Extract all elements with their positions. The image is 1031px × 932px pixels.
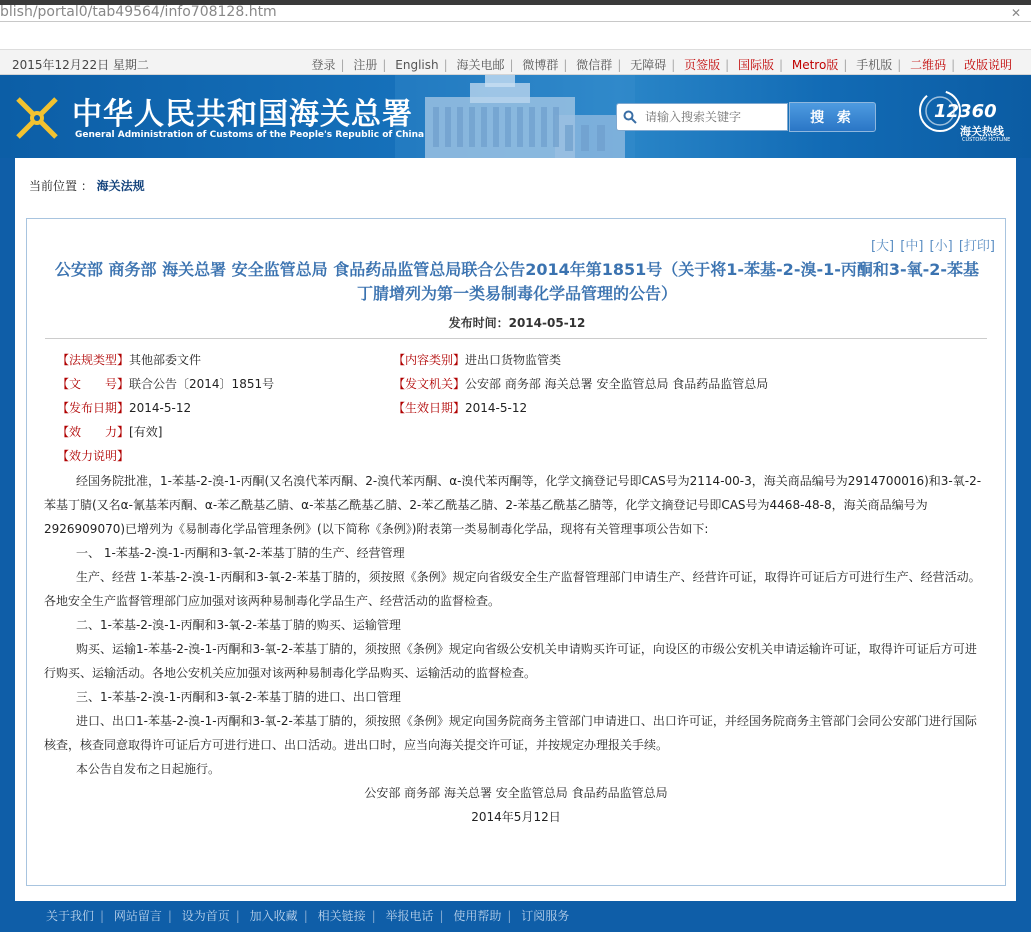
article-body <box>44 469 988 829</box>
meta-label: 【法规类型】 <box>57 353 130 367</box>
weibo-link[interactable]: 微博群 <box>522 58 559 72</box>
meta-regulation-type <box>57 351 201 368</box>
meta-value: 2014-5-12 <box>465 401 528 415</box>
login-link[interactable]: 登录 <box>311 58 336 72</box>
footer-subscribe-link[interactable]: 订阅服务 <box>521 909 570 923</box>
font-medium-button[interactable]: [中] <box>900 239 924 254</box>
browser-address-bar[interactable] <box>0 0 1031 22</box>
section-heading: 二、1-苯基-2-溴-1-丙酮和3-氧-2-苯基丁腈的购买、运输管理 <box>76 618 401 632</box>
meta-value: 联合公告〔2014〕1851号 <box>129 377 275 391</box>
section-heading: 一、 1-苯基-2-溴-1-丙酮和3-氧-2-苯基丁腈的生产、经营管理 <box>76 546 405 560</box>
footer-bookmark-link[interactable]: 加入收藏 <box>249 909 298 923</box>
footer-report-phone-link[interactable]: 举报电话 <box>385 909 434 923</box>
search-button[interactable]: 搜 索 <box>789 102 876 132</box>
paragraph: 本公告自发布之日起施行。 <box>76 762 221 776</box>
meta-label: 【效 力】 <box>57 425 130 439</box>
meta-effective-date <box>393 399 527 416</box>
breadcrumb-prefix: 当前位置 ： <box>29 179 93 193</box>
font-large-button[interactable]: [大] <box>870 239 895 254</box>
footer-help-link[interactable]: 使用帮助 <box>453 909 502 923</box>
wechat-link[interactable]: 微信群 <box>576 58 613 72</box>
meta-value: 2014-5-12 <box>129 401 192 415</box>
register-link[interactable]: 注册 <box>353 58 378 72</box>
english-link[interactable]: English <box>395 58 439 72</box>
customs-emblem-icon <box>12 93 62 143</box>
meta-value: [有效] <box>129 425 163 439</box>
article-title: 公安部 商务部 海关总署 安全监管总局 食品药品监管总局联合公告2014年第1851号（关于将1-苯基-2-溴-1-丙酮和3-氧-2-苯基丁腈增列为第一类易制毒化学品管理的公告） <box>54 260 980 303</box>
qr-code-link[interactable]: 二维码 <box>910 58 947 72</box>
paragraph: 生产、经营 1-苯基-2-溴-1-丙酮和3-氧-2-苯基丁腈的，须按照《条例》规定向省级安全生产监督管理部门申请生产、经营许可证，取得许可证后方可进行生产、经营活动。各地安全生产监督管理部门应加强对该两种易制毒化学品生产、经营活动的监督检查。 <box>44 570 981 608</box>
meta-label: 【发文机关】 <box>393 377 466 391</box>
redesign-notes-link[interactable]: 改版说明 <box>963 58 1012 72</box>
site-header-banner <box>0 75 1031 158</box>
divider <box>45 338 987 339</box>
search-box <box>616 103 788 131</box>
paragraph: 进口、出口1-苯基-2-溴-1-丙酮和3-氧-2-苯基丁腈的，须按照《条例》规定向国务院商务主管部门申请进口、出口许可证，并经国务院商务主管部门会同公安部门进行国际核查，核查同意取得许可证后方可进行进口、出口活动。进出口时，应当向海关提交许可证，并按规定办理报关手续。 <box>44 714 977 752</box>
article-panel <box>26 218 1006 886</box>
paragraph: 购买、运输1-苯基-2-溴-1-丙酮和3-氧-2-苯基丁腈的，须按照《条例》规定向省级公安机关申请购买许可证，向设区的市级公安机关申请运输许可证，取得许可证后方可进行购买、运输活动。各地公安机关应加强对该两种易制毒化学品购买、运输活动的监督检查。 <box>44 642 977 680</box>
hotline-number: 12360 <box>934 101 997 122</box>
section-heading: 三、1-苯基-2-溴-1-丙酮和3-氧-2-苯基丁腈的进口、出口管理 <box>76 690 401 704</box>
top-utility-bar <box>0 49 1031 75</box>
meta-label: 【生效日期】 <box>393 401 466 415</box>
meta-label: 【文 号】 <box>57 377 130 391</box>
print-button[interactable]: [打印] <box>958 239 995 254</box>
hotline-label-en: CUSTOMS HOTLINE <box>962 137 1011 143</box>
font-size-controls <box>869 235 995 254</box>
current-date: 2015年12月22日 星期二 <box>12 58 149 72</box>
hotline-label: 海关热线 <box>960 125 1004 138</box>
top-links: 登录 | 注册 | English | 海关电邮 | 微博群 | 微信群 | 无障碍 | 页签版 | 国际版 | Metro版 | 手机版 | 二维码 | 改版说明 <box>311 58 1012 72</box>
meta-content-category <box>393 351 561 368</box>
close-icon[interactable]: ✕ <box>1010 6 1021 20</box>
mobile-version-link[interactable]: 手机版 <box>856 58 893 72</box>
metro-version-link[interactable]: Metro版 <box>791 58 839 72</box>
paragraph: 经国务院批准，1-苯基-2-溴-1-丙酮(又名溴代苯丙酮、2-溴代苯丙酮、α-溴代苯丙酮等，化学文摘登记号即CAS号为2114-00-3，海关商品编号为2914700016)和3-氧-2-苯基丁腈(又名α-氰基苯丙酮、α-苯乙酰基乙腈、α-苯基乙酰基乙腈、2-苯乙酰基乙腈、2-苯基乙酰基乙腈等，化学文摘登记号即CAS号为4468-48-8，海关商品编号为2926909070)已增列为《易制毒化学品管理条例》(以下简称《条例》)附表第一类易制毒化学品，现将有关管理事项公告如下: <box>44 474 982 536</box>
meta-label: 【发布日期】 <box>57 401 130 415</box>
search-icon <box>623 110 637 124</box>
search-input[interactable] <box>645 108 785 126</box>
font-small-button[interactable]: [小] <box>929 239 953 254</box>
meta-value: 进出口货物监管类 <box>465 353 562 367</box>
meta-value: 公安部 商务部 海关总署 安全监管总局 食品药品监管总局 <box>465 377 769 391</box>
footer-about-link[interactable]: 关于我们 <box>46 909 95 923</box>
signature: 公安部 商务部 海关总署 安全监管总局 食品药品监管总局 <box>364 786 668 800</box>
international-version-link[interactable]: 国际版 <box>737 58 774 72</box>
meta-value: 其他部委文件 <box>129 353 202 367</box>
meta-label: 【效力说明】 <box>57 449 130 463</box>
footer <box>0 901 1031 932</box>
breadcrumb <box>29 177 145 194</box>
accessibility-link[interactable]: 无障碍 <box>630 58 667 72</box>
tab-version-link[interactable]: 页签版 <box>684 58 721 72</box>
site-subtitle: General Administration of Customs of the People's Republic of China <box>75 130 425 140</box>
meta-validity-note <box>57 447 129 464</box>
customs-email-link[interactable]: 海关电邮 <box>456 58 505 72</box>
footer-feedback-link[interactable]: 网站留言 <box>113 909 162 923</box>
signature-date: 2014年5月12日 <box>471 810 561 824</box>
footer-links: 关于我们 | 网站留言 | 设为首页 | 加入收藏 | 相关链接 | 举报电话 | 使用帮助 | 订阅服务 <box>46 909 570 923</box>
url-text[interactable]: blish/portal0/tab49564/info708128.htm <box>0 4 277 20</box>
customs-building-image <box>395 75 635 158</box>
meta-label: 【内容类别】 <box>393 353 466 367</box>
breadcrumb-current[interactable]: 海关法规 <box>96 179 145 193</box>
publish-time: 发布时间：2014-05-12 <box>448 316 586 330</box>
meta-document-number <box>57 375 274 392</box>
hotline-logo[interactable] <box>910 89 1020 147</box>
meta-validity <box>57 423 162 440</box>
footer-related-links-link[interactable]: 相关链接 <box>317 909 366 923</box>
footer-set-homepage-link[interactable]: 设为首页 <box>181 909 230 923</box>
main-content <box>15 158 1016 901</box>
site-title: 中华人民共和国海关总署 <box>72 97 413 132</box>
meta-issuing-authority <box>393 375 768 392</box>
meta-publish-date <box>57 399 191 416</box>
